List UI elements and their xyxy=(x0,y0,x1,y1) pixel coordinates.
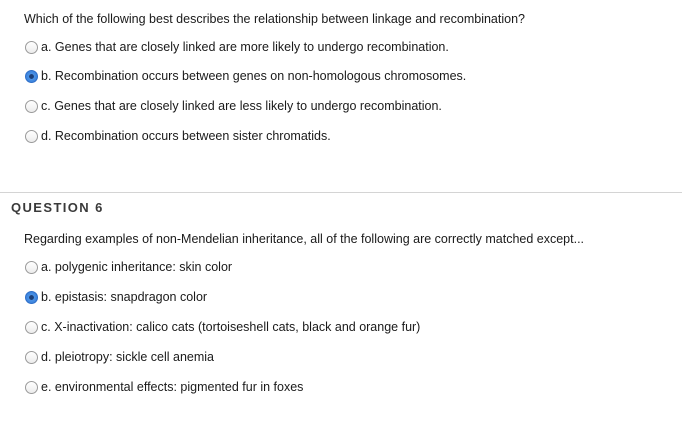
question-6-option-a[interactable] xyxy=(25,259,232,275)
question-5-option-a[interactable] xyxy=(25,39,449,55)
question-6-option-b[interactable] xyxy=(25,289,207,305)
radio-button-icon[interactable] xyxy=(25,130,38,143)
radio-button-icon[interactable] xyxy=(25,41,38,54)
option-label: a. polygenic inheritance: skin color xyxy=(41,260,233,274)
question-6-prompt: Regarding examples of non-Mendelian inheritance, all of the following are correctly matched except... xyxy=(24,232,585,246)
option-label: c. X-inactivation: calico cats (tortoiseshell cats, black and orange fur) xyxy=(41,320,421,334)
radio-button-icon[interactable] xyxy=(25,100,38,113)
question-5-prompt: Which of the following best describes the relationship between linkage and recombination? xyxy=(24,12,525,26)
question-5-option-d[interactable] xyxy=(25,128,331,144)
question-5-option-b[interactable] xyxy=(25,68,466,84)
section-divider xyxy=(0,192,682,193)
option-label: b. epistasis: snapdragon color xyxy=(41,290,208,304)
radio-button-selected-icon[interactable] xyxy=(25,291,38,304)
question-6-option-d[interactable] xyxy=(25,349,214,365)
question-6-option-c[interactable] xyxy=(25,319,420,335)
radio-button-icon[interactable] xyxy=(25,321,38,334)
radio-button-selected-icon[interactable] xyxy=(25,70,38,83)
option-label: b. Recombination occurs between genes on non-homologous chromosomes. xyxy=(41,69,467,83)
option-label: e. environmental effects: pigmented fur in foxes xyxy=(41,380,304,394)
question-6-option-e[interactable] xyxy=(25,379,303,395)
radio-button-icon[interactable] xyxy=(25,351,38,364)
radio-button-icon[interactable] xyxy=(25,261,38,274)
question-6-header: QUESTION 6 xyxy=(11,200,104,215)
option-label: c. Genes that are closely linked are less likely to undergo recombination. xyxy=(41,99,442,113)
question-5-option-c[interactable] xyxy=(25,98,442,114)
option-label: a. Genes that are closely linked are more likely to undergo recombination. xyxy=(41,40,449,54)
radio-button-icon[interactable] xyxy=(25,381,38,394)
option-label: d. Recombination occurs between sister chromatids. xyxy=(41,129,331,143)
option-label: d. pleiotropy: sickle cell anemia xyxy=(41,350,214,364)
